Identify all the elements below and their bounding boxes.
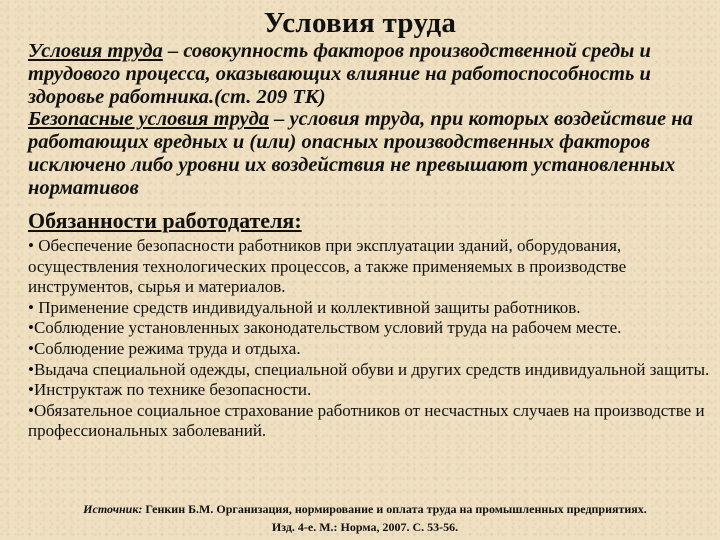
definition-text: – совокупность факторов производственной среды и трудового процесса, оказывающих влияние на работоспособность и здоровье работника.(ст. 209 ТК) [28, 40, 651, 108]
definition-working-conditions [28, 40, 708, 108]
list-item: • Обеспечение безопасности работников при эксплуатации зданий, оборудования, осуществления технологических процессов, а также применяемых в производстве инструментов, сырья и материалов. [28, 236, 627, 297]
list-item: •Соблюдение установленных законодательством условий труда на рабочем месте. [28, 318, 622, 338]
definition-term: Безопасные условия труда [28, 108, 270, 131]
definition-text: – условия труда, при которых воздействие на работающих вредных и (или) опасных производственных факторов исключено либо уровни их воздействия не превышают установленных нормативов [28, 108, 693, 199]
source-text-line2: Изд. 4-е. М.: Норма, 2007. С. 53-56. [271, 520, 459, 534]
list-item: •Обязательное социальное страхование работников от несчастных случаев на производстве и профессиональных заболеваний. [28, 400, 705, 441]
list-item: •Инструктаж по технике безопасности. [28, 380, 312, 400]
source-citation [20, 500, 710, 536]
definition-safe-conditions [28, 108, 708, 199]
source-label: Источник: [83, 502, 143, 516]
list-item: • Применение средств индивидуальной и коллективной защиты работников. [28, 297, 581, 317]
definitions-block [28, 40, 708, 200]
definition-term: Условия труда [28, 40, 163, 62]
source-text-line1: Генкин Б.М. Организация, нормирование и оплата труда на промышленных предприятиях. [142, 502, 647, 516]
employer-duties-heading: Обязанности работодателя: [28, 208, 302, 233]
list-item: •Выдача специальной одежды, специальной обуви и других средств индивидуальной защиты. [28, 359, 710, 379]
slide-title: Условия труда [263, 7, 457, 39]
list-item: •Соблюдение режима труда и отдыха. [28, 338, 301, 358]
employer-duties-list [28, 236, 712, 442]
